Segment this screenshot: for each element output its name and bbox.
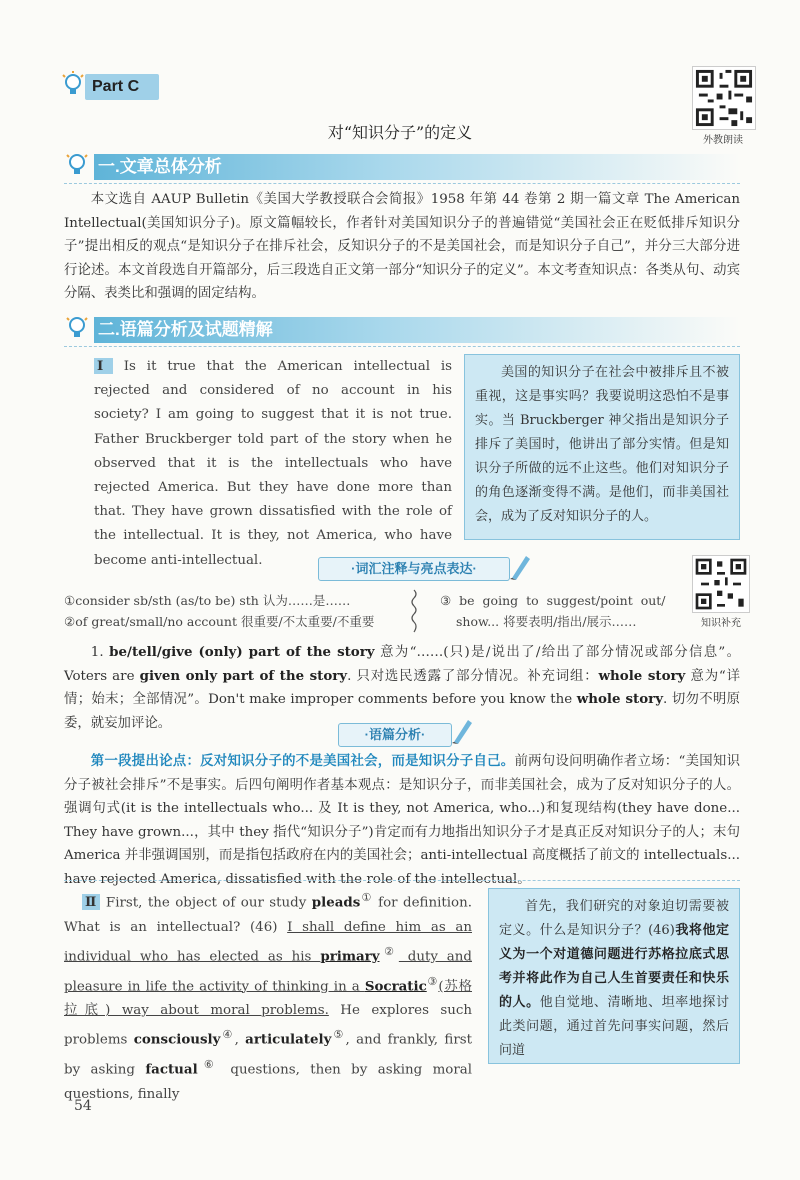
paragraph-2-translation: 首先，我们研究的对象迫切需要被定义。什么是知识分子？(46)我将他定义为一个对道德问题进行苏格拉底式思考并将此作为自己人生首要责任和快乐的人。他自觉地、清晰地、坦率地探讨此类问题，通过首先问事实问题，然后问道 [488,888,740,1064]
analysis-text: 第一段提出论点：反对知识分子的不是美国社会，而是知识分子自己。前两句设问明确作者立场：“美国知识分子被社会排斥”不是事实。后四句阐明作者基本观点：是知识分子，而非美国社会，成为了反对知识分子的人。强调句式(it is the intellectuals who... 及 It is they, not America, who...)和复现结构(they have done... They have grown...，其中 they 指代“知识分子”)肯定而有力地指出知识分子才是真正反对知识分子的人；末句 America 并非强调国别，而是指包括政府在内的美国社会；anti-intellectual 高度概括了前文的 intellectuals... have rejected America, dissatisfied with the role of the intellectual。 [64,753,740,887]
analysis-label: ·语篇分析· [338,723,452,747]
paragraph-number: Ⅱ [82,894,100,910]
lightbulb-icon [60,70,86,100]
pen-icon [508,552,532,580]
vocab-item-2: ②of great/small/no account 很重要/不太重要/不重要 [64,614,375,629]
section-heading-overview: 一.文章总体分析 [64,152,740,182]
divider-squiggle [408,588,420,634]
paragraph-number: Ⅰ [94,358,113,374]
paragraph-2-english: Ⅱ First, the object of our study pleads① for definition. What is an intellectual? (46) I shall define him as an individual who has elected as his primary② duty and pleasure in life the activity of thinking in a Socratic③(苏格拉底) way about moral problems. He explores such problems consciously④, articulately⑤, and frankly, first by asking factual⑥ questions, then by asking moral questions, finally [64,891,472,1102]
vocab-item-3-cont: show... 将要表明/指出/展示…… [456,614,637,629]
qr-caption: 知识补充 [701,618,741,629]
page-number: 54 [74,1098,92,1114]
paragraph-1-english: Ⅰ Is it true that the American intellectual is rejected and considered of no account in his society? I am going to suggest that it is not true. Father Bruckberger told part of the story when he observed that it is the intellectuals who have rejected America. But they have done more than that. They have grown dissatisfied with the role of the intellectual. It is they, not America, who have become anti-intellectual. [94,358,453,568]
qr-caption: 外教朗读 [703,135,743,146]
overview-text: 本文选自 AAUP Bulletin《美国大学教授联合会简报》1958 年第 44 卷第 2 期一篇文章 The American Intellectual(美国知识分子)。原文篇幅较长，作者针对美国知识分子的普遍错觉“美国社会正在贬低排斥知识分子”提出相反的观点“是知识分子在排斥社会，反知识分子的不是美国社会，而是知识分子自己”，并分三大部分进行论述。本文首段选自开篇部分，后三段选自正文第一部分“知识分子的定义”。本文考查知识点：各类从句、动宾分隔、表类比和强调的固定结构。 [64,192,740,301]
lightbulb-icon [64,150,90,180]
qr-code-icon[interactable] [692,66,756,130]
vocab-label: ·词汇注释与亮点表达· [318,557,510,581]
vocab-item-1: ①consider sb/sth (as/to be) sth 认为……是…… [64,593,351,608]
page-title: 对“知识分子”的定义 [327,123,473,142]
qr-code-icon[interactable] [692,555,750,613]
part-label: Part C [85,74,159,100]
pen-icon [450,716,474,744]
lightbulb-icon [64,313,90,343]
vocab-item-3: ③ be going to suggest/point out/ [440,593,666,608]
vocab-note: 1. be/tell/give (only) part of the story 意为“……(只)是/说出了/给出了部分情况或部分信息”。Voters are given only part of the story. 只对选民透露了部分情况。补充词组：whole story 意为“详情；始末；全部情况”。Don't make improper comments before you know the whole story. 切勿不明原委，就妄加评论。 [64,644,741,731]
section-heading-analysis: 二.语篇分析及试题精解 [64,315,740,345]
paragraph-1-translation: 美国的知识分子在社会中被排斥且不被重视，这是事实吗？我要说明这恐怕不是事实。当 Bruckberger 神父指出是知识分子排斥了美国时，他讲出了部分实情。但是知识分子所做的远不止这些。他们对知识分子的角色逐渐变得不满。是他们，而非美国社会，成为了反对知识分子的人。 [464,354,740,540]
